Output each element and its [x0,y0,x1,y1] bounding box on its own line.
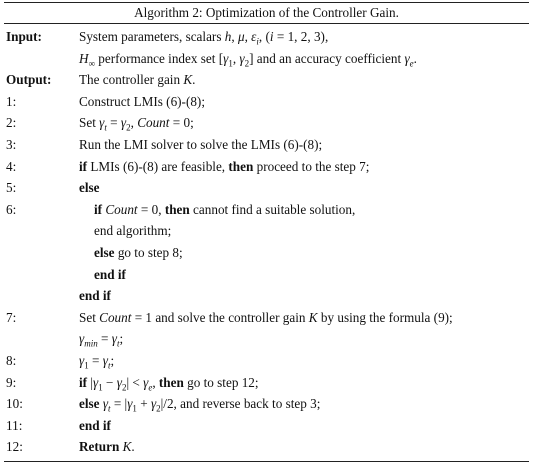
line-text: Set $\gamma_t = \gamma_2$, Count = 0; [79,115,194,134]
line-text: if $|\gamma_1 - \gamma_2| < \gamma_e$, then go to step 12; [79,374,259,393]
line-text: Run the LMI solver to solve the LMIs (6)-(8); [79,136,323,152]
algorithm-line [4,26,529,48]
line-text: Construct LMIs (6)-(8); [79,93,205,109]
line-label: 8: [6,352,17,368]
algorithm-line [4,285,529,307]
line-label: 6: [6,201,17,217]
algorithm-line [4,415,529,437]
line-text: else $\gamma_t = |\gamma_1 + \gamma_2|/2$, and reverse back to step 3; [79,396,321,414]
line-label: 5: [6,180,17,196]
algorithm-line [4,220,529,242]
algorithm-line [4,328,529,350]
line-text: Return K. [79,439,135,455]
line-label: 7: [6,309,17,325]
line-text: if Count = 0, then cannot find a suitable solution, [94,201,356,217]
line-label: 2: [6,115,17,131]
line-text: System parameters, scalars h, μ, $\varepsilon_i$, (i = 1, 2, 3), [79,29,329,47]
line-label: 12: [6,439,23,455]
line-text: else [79,180,100,196]
line-text: $\gamma_1 = \gamma_t$; [79,352,115,371]
line-label: Output: [6,72,52,88]
line-text: Set Count = 1 and solve the controller gain K by using the formula (9); [79,309,453,325]
line-label: 1: [6,93,17,109]
line-label: 4: [6,158,17,174]
algorithm-line [4,134,529,156]
line-label: 9: [6,374,17,390]
algorithm-steps [4,24,529,458]
line-text: if LMIs (6)-(8) are feasible, then proceed to the step 7; [79,158,370,174]
algorithm-box [4,2,529,462]
line-label: 11: [6,417,23,433]
algorithm-line [4,199,529,221]
line-text: $\gamma_{min} = \gamma_t$; [79,331,124,349]
line-text: end if [94,266,126,282]
algorithm-line [4,91,529,113]
algorithm-line [4,177,529,199]
algorithm-line [4,372,529,394]
algorithm-line [4,307,529,329]
algorithm-line [4,112,529,134]
line-label: 3: [6,136,17,152]
line-label: Input: [6,29,42,44]
algorithm-line [4,48,529,70]
algorithm-line [4,393,529,415]
line-text: $H_\infty$ performance index set [$\gamma_1$, $\gamma_2$] and an accuracy coefficient $\gamma_e$. [79,50,417,69]
line-text: end if [79,288,111,304]
algorithm-line [4,436,529,458]
line-text: The controller gain K. [79,72,196,88]
algorithm-caption: Algorithm 2: Optimization of the Controller Gain. [134,5,399,20]
line-label: 10: [6,396,23,412]
algorithm-line [4,350,529,372]
line-text: else go to step 8; [94,244,183,260]
algorithm-line [4,156,529,178]
algorithm-line [4,69,529,91]
line-text: end if [79,417,111,433]
line-text: end algorithm; [94,223,172,239]
algorithm-line [4,264,529,286]
algorithm-line [4,242,529,264]
